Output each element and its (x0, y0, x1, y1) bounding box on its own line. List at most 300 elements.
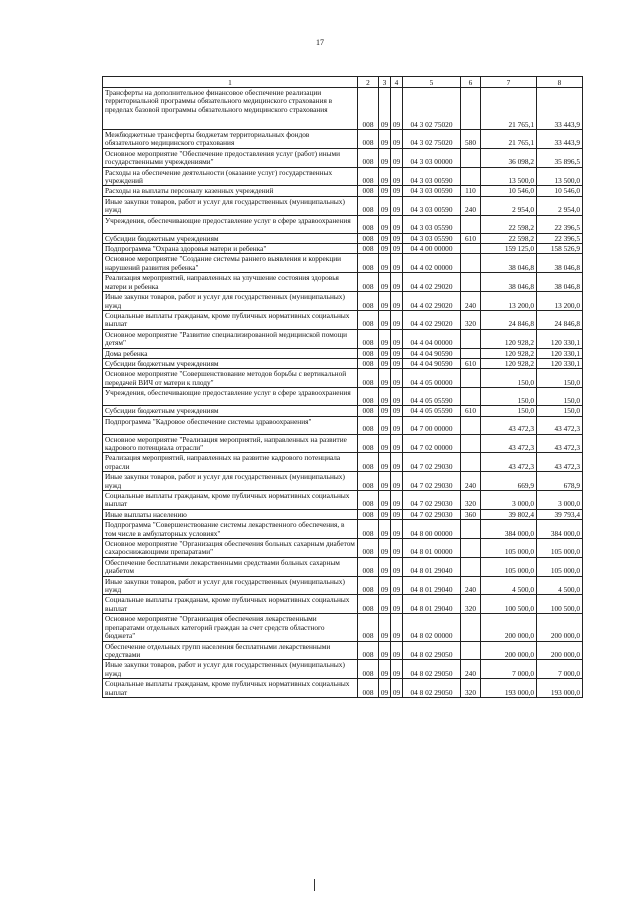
table-row (103, 576, 583, 595)
row-expense-type (461, 520, 481, 539)
row-target-code: 04 8 01 29040 (403, 595, 461, 614)
page-number: 17 (316, 38, 324, 47)
row-expense-type (461, 453, 481, 472)
row-name: Основное мероприятие "Реализация мероприятий, направленных на развитие кадрового потенциала отрасли" (103, 434, 358, 453)
row-name: Социальные выплаты гражданам, кроме публичных нормативных социальных выплат (103, 310, 358, 329)
row-target-code: 04 7 02 29030 (403, 509, 461, 519)
row-subsection: 09 (391, 453, 403, 472)
row-amount-year1: 3 000,0 (481, 491, 537, 510)
row-amount-year1: 159 125,0 (481, 244, 537, 254)
row-amount-year2: 38 046,8 (537, 273, 583, 292)
row-amount-year2: 3 000,0 (537, 491, 583, 510)
row-amount-year2: 7 000,0 (537, 660, 583, 679)
row-admin-code: 008 (358, 196, 379, 215)
row-target-code: 04 8 01 29040 (403, 576, 461, 595)
table-row (103, 273, 583, 292)
row-subsection: 09 (391, 576, 403, 595)
row-name: Расходы на выплаты персоналу казенных учреждений (103, 186, 358, 196)
table-row (103, 310, 583, 329)
row-section: 09 (379, 539, 391, 558)
row-amount-year2: 4 500,0 (537, 576, 583, 595)
row-section: 09 (379, 358, 391, 368)
row-amount-year1: 120 928,2 (481, 348, 537, 358)
row-expense-type: 320 (461, 310, 481, 329)
row-admin-code: 008 (358, 273, 379, 292)
row-subsection: 09 (391, 388, 403, 406)
row-amount-year1: 13 500,0 (481, 167, 537, 186)
table-row (103, 416, 583, 434)
row-admin-code: 008 (358, 641, 379, 660)
row-subsection: 09 (391, 215, 403, 233)
table-row (103, 186, 583, 196)
row-name: Обеспечение бесплатными лекарственными средствами больных сахарным диабетом (103, 557, 358, 576)
row-expense-type (461, 416, 481, 434)
row-target-code: 04 4 02 29020 (403, 273, 461, 292)
row-admin-code: 008 (358, 434, 379, 453)
row-section: 09 (379, 520, 391, 539)
row-amount-year1: 150,0 (481, 369, 537, 388)
row-section: 09 (379, 388, 391, 406)
row-amount-year1: 105 000,0 (481, 557, 537, 576)
row-target-code: 04 3 03 05590 (403, 233, 461, 243)
row-amount-year1: 200 000,0 (481, 641, 537, 660)
table-row (103, 358, 583, 368)
row-amount-year2: 24 846,8 (537, 310, 583, 329)
row-subsection: 09 (391, 557, 403, 576)
row-name: Реализация мероприятий, направленных на развитие кадрового потенциала отрасли (103, 453, 358, 472)
row-target-code: 04 8 02 29050 (403, 641, 461, 660)
row-name: Иные закупки товаров, работ и услуг для государственных (муниципальных) нужд (103, 472, 358, 491)
row-amount-year2: 43 472,3 (537, 453, 583, 472)
row-expense-type: 610 (461, 406, 481, 416)
row-admin-code: 008 (358, 660, 379, 679)
row-subsection: 09 (391, 88, 403, 130)
column-header-4: 4 (391, 77, 403, 88)
row-name: Подпрограмма "Охрана здоровья матери и ребенка" (103, 244, 358, 254)
row-admin-code: 008 (358, 595, 379, 614)
row-amount-year2: 43 472,3 (537, 416, 583, 434)
row-target-code: 04 4 04 90590 (403, 348, 461, 358)
row-target-code: 04 8 00 00000 (403, 520, 461, 539)
row-target-code: 04 4 04 90590 (403, 358, 461, 368)
column-header-2: 2 (358, 77, 379, 88)
row-expense-type (461, 348, 481, 358)
row-amount-year1: 13 200,0 (481, 292, 537, 311)
row-admin-code: 008 (358, 244, 379, 254)
row-expense-type (461, 273, 481, 292)
row-section: 09 (379, 233, 391, 243)
row-amount-year2: 150,0 (537, 406, 583, 416)
row-target-code: 04 7 02 29030 (403, 491, 461, 510)
row-section: 09 (379, 614, 391, 641)
row-amount-year1: 21 765,1 (481, 130, 537, 149)
row-expense-type: 240 (461, 196, 481, 215)
row-amount-year1: 43 472,3 (481, 416, 537, 434)
row-name: Социальные выплаты гражданам, кроме публичных нормативных социальных выплат (103, 595, 358, 614)
row-target-code: 04 7 02 29030 (403, 472, 461, 491)
row-subsection: 09 (391, 233, 403, 243)
row-amount-year2: 105 000,0 (537, 557, 583, 576)
table-row (103, 539, 583, 558)
row-amount-year2: 150,0 (537, 369, 583, 388)
row-subsection: 09 (391, 148, 403, 167)
row-amount-year1: 193 000,0 (481, 679, 537, 698)
row-subsection: 09 (391, 660, 403, 679)
row-amount-year2: 10 546,0 (537, 186, 583, 196)
row-admin-code: 008 (358, 520, 379, 539)
row-name: Субсидии бюджетным учреждениям (103, 406, 358, 416)
row-expense-type (461, 557, 481, 576)
row-admin-code: 008 (358, 329, 379, 348)
table-row (103, 509, 583, 519)
row-admin-code: 008 (358, 509, 379, 519)
row-expense-type: 240 (461, 660, 481, 679)
table-row (103, 348, 583, 358)
row-admin-code: 008 (358, 310, 379, 329)
row-expense-type: 610 (461, 358, 481, 368)
row-target-code: 04 4 02 29020 (403, 310, 461, 329)
row-subsection: 09 (391, 358, 403, 368)
row-amount-year1: 21 765,1 (481, 88, 537, 130)
table-row (103, 679, 583, 698)
row-section: 09 (379, 329, 391, 348)
row-amount-year2: 200 000,0 (537, 614, 583, 641)
table-row (103, 453, 583, 472)
row-target-code: 04 8 01 29040 (403, 557, 461, 576)
row-amount-year2: 2 954,0 (537, 196, 583, 215)
row-subsection: 09 (391, 196, 403, 215)
row-admin-code: 008 (358, 254, 379, 273)
table-row (103, 88, 583, 130)
table-row (103, 641, 583, 660)
row-amount-year1: 120 928,2 (481, 329, 537, 348)
row-amount-year1: 38 046,8 (481, 273, 537, 292)
row-section: 09 (379, 660, 391, 679)
row-section: 09 (379, 641, 391, 660)
table-row (103, 406, 583, 416)
row-target-code: 04 4 02 00000 (403, 254, 461, 273)
table-row (103, 292, 583, 311)
column-header-7: 7 (481, 77, 537, 88)
row-expense-type: 320 (461, 679, 481, 698)
row-amount-year1: 200 000,0 (481, 614, 537, 641)
row-admin-code: 008 (358, 369, 379, 388)
row-name: Субсидии бюджетным учреждениям (103, 233, 358, 243)
row-expense-type: 240 (461, 576, 481, 595)
row-subsection: 09 (391, 369, 403, 388)
row-name: Социальные выплаты гражданам, кроме публичных нормативных социальных выплат (103, 491, 358, 510)
row-name: Межбюджетные трансферты бюджетам территориальных фондов обязательного медицинского страхования (103, 130, 358, 149)
row-amount-year2: 35 896,5 (537, 148, 583, 167)
row-name: Иные закупки товаров, работ и услуг для государственных (муниципальных) нужд (103, 292, 358, 311)
row-name: Социальные выплаты гражданам, кроме публичных нормативных социальных выплат (103, 679, 358, 698)
row-section: 09 (379, 576, 391, 595)
row-target-code: 04 4 00 00000 (403, 244, 461, 254)
budget-table (102, 76, 583, 698)
row-subsection: 09 (391, 292, 403, 311)
row-target-code: 04 3 02 75020 (403, 88, 461, 130)
row-target-code: 04 3 03 00590 (403, 167, 461, 186)
table-row (103, 388, 583, 406)
row-subsection: 09 (391, 310, 403, 329)
row-section: 09 (379, 453, 391, 472)
row-target-code: 04 8 02 29050 (403, 679, 461, 698)
row-expense-type (461, 539, 481, 558)
row-amount-year1: 150,0 (481, 388, 537, 406)
row-target-code: 04 7 02 29030 (403, 453, 461, 472)
row-section: 09 (379, 244, 391, 254)
table-row (103, 614, 583, 641)
table-row (103, 329, 583, 348)
row-expense-type (461, 641, 481, 660)
row-section: 09 (379, 292, 391, 311)
table-row (103, 130, 583, 149)
row-subsection: 09 (391, 186, 403, 196)
row-amount-year2: 120 330,1 (537, 329, 583, 348)
row-expense-type (461, 614, 481, 641)
row-admin-code: 008 (358, 539, 379, 558)
row-section: 09 (379, 88, 391, 130)
row-name: Трансферты на дополнительное финансовое обеспечение реализации территориальной программы обязательного медицинского страхования в пределах базовой программы обязательного медицинского страхования (103, 88, 358, 130)
row-amount-year1: 39 802,4 (481, 509, 537, 519)
row-amount-year2: 120 330,1 (537, 348, 583, 358)
row-expense-type: 580 (461, 130, 481, 149)
row-expense-type (461, 329, 481, 348)
row-target-code: 04 7 00 00000 (403, 416, 461, 434)
row-section: 09 (379, 254, 391, 273)
column-header-3: 3 (379, 77, 391, 88)
row-section: 09 (379, 310, 391, 329)
row-name: Иные закупки товаров, работ и услуг для государственных (муниципальных) нужд (103, 660, 358, 679)
table-row (103, 557, 583, 576)
table-row (103, 215, 583, 233)
row-expense-type (461, 434, 481, 453)
row-target-code: 04 3 03 00000 (403, 148, 461, 167)
row-section: 09 (379, 434, 391, 453)
row-amount-year1: 105 000,0 (481, 539, 537, 558)
row-subsection: 09 (391, 406, 403, 416)
row-expense-type (461, 388, 481, 406)
row-admin-code: 008 (358, 88, 379, 130)
row-section: 09 (379, 491, 391, 510)
row-amount-year2: 33 443,9 (537, 88, 583, 130)
row-subsection: 09 (391, 273, 403, 292)
row-expense-type (461, 254, 481, 273)
row-amount-year2: 22 396,5 (537, 233, 583, 243)
row-subsection: 09 (391, 254, 403, 273)
row-admin-code: 008 (358, 186, 379, 196)
row-subsection: 09 (391, 130, 403, 149)
row-section: 09 (379, 148, 391, 167)
row-admin-code: 008 (358, 358, 379, 368)
row-subsection: 09 (391, 329, 403, 348)
header-row (103, 77, 583, 88)
row-admin-code: 008 (358, 292, 379, 311)
row-amount-year2: 13 200,0 (537, 292, 583, 311)
table-row (103, 148, 583, 167)
row-section: 09 (379, 472, 391, 491)
row-subsection: 09 (391, 167, 403, 186)
row-name: Иные закупки товаров, работ и услуг для государственных (муниципальных) нужд (103, 196, 358, 215)
row-amount-year1: 43 472,3 (481, 434, 537, 453)
row-name: Основное мероприятие "Обеспечение предоставления услуг (работ) иными государственными учреждениями" (103, 148, 358, 167)
table-row (103, 520, 583, 539)
row-subsection: 09 (391, 244, 403, 254)
row-section: 09 (379, 348, 391, 358)
table-row (103, 434, 583, 453)
row-name: Основное мероприятие "Развитие специализированной медицинской помощи детям" (103, 329, 358, 348)
row-section: 09 (379, 557, 391, 576)
row-expense-type: 240 (461, 292, 481, 311)
row-amount-year2: 105 000,0 (537, 539, 583, 558)
row-amount-year1: 22 598,2 (481, 233, 537, 243)
row-expense-type (461, 167, 481, 186)
row-amount-year1: 4 500,0 (481, 576, 537, 595)
row-expense-type: 320 (461, 595, 481, 614)
row-section: 09 (379, 215, 391, 233)
table-body (103, 88, 583, 698)
table-row (103, 244, 583, 254)
row-subsection: 09 (391, 348, 403, 358)
column-header-8: 8 (537, 77, 583, 88)
row-target-code: 04 4 02 29020 (403, 292, 461, 311)
row-section: 09 (379, 509, 391, 519)
row-admin-code: 008 (358, 557, 379, 576)
row-name: Реализация мероприятий, направленных на улучшение состояния здоровья матери и ребенка (103, 273, 358, 292)
row-amount-year1: 120 928,2 (481, 358, 537, 368)
row-target-code: 04 4 05 05590 (403, 388, 461, 406)
column-header-6: 6 (461, 77, 481, 88)
row-amount-year1: 24 846,8 (481, 310, 537, 329)
row-subsection: 09 (391, 509, 403, 519)
row-section: 09 (379, 369, 391, 388)
table-row (103, 595, 583, 614)
row-admin-code: 008 (358, 614, 379, 641)
row-name: Иные закупки товаров, работ и услуг для государственных (муниципальных) нужд (103, 576, 358, 595)
row-section: 09 (379, 679, 391, 698)
row-name: Иные выплаты населению (103, 509, 358, 519)
row-name: Дома ребенка (103, 348, 358, 358)
row-target-code: 04 3 03 05590 (403, 215, 461, 233)
row-amount-year2: 384 000,0 (537, 520, 583, 539)
row-expense-type (461, 148, 481, 167)
row-subsection: 09 (391, 434, 403, 453)
row-expense-type (461, 88, 481, 130)
row-target-code: 04 8 01 00000 (403, 539, 461, 558)
row-section: 09 (379, 406, 391, 416)
row-amount-year2: 193 000,0 (537, 679, 583, 698)
row-name: Основное мероприятие "Организация обеспечения больных сахарным диабетом сахароснижающими препаратами" (103, 539, 358, 558)
row-admin-code: 008 (358, 576, 379, 595)
row-subsection: 09 (391, 520, 403, 539)
row-subsection: 09 (391, 679, 403, 698)
row-section: 09 (379, 416, 391, 434)
row-expense-type: 320 (461, 491, 481, 510)
row-amount-year2: 33 443,9 (537, 130, 583, 149)
column-header-5: 5 (403, 77, 461, 88)
row-amount-year1: 43 472,3 (481, 453, 537, 472)
row-amount-year1: 10 546,0 (481, 186, 537, 196)
row-admin-code: 008 (358, 130, 379, 149)
row-target-code: 04 8 02 29050 (403, 660, 461, 679)
row-expense-type (461, 244, 481, 254)
row-admin-code: 008 (358, 233, 379, 243)
row-admin-code: 008 (358, 148, 379, 167)
row-name: Расходы на обеспечение деятельности (оказание услуг) государственных учреждений (103, 167, 358, 186)
row-subsection: 09 (391, 641, 403, 660)
row-target-code: 04 8 02 00000 (403, 614, 461, 641)
table-row (103, 369, 583, 388)
row-subsection: 09 (391, 491, 403, 510)
row-amount-year2: 22 396,5 (537, 215, 583, 233)
row-admin-code: 008 (358, 348, 379, 358)
table-row (103, 254, 583, 273)
row-section: 09 (379, 130, 391, 149)
table-row (103, 472, 583, 491)
row-target-code: 04 3 02 75020 (403, 130, 461, 149)
row-amount-year1: 100 500,0 (481, 595, 537, 614)
row-name: Подпрограмма "Кадровое обеспечение системы здравоохранения" (103, 416, 358, 434)
row-name: Основное мероприятие "Создание системы раннего выявления и коррекции нарушений развития ребенка" (103, 254, 358, 273)
row-name: Подпрограмма "Совершенствование системы лекарственного обеспечения, в том числе в амбулаторных условиях" (103, 520, 358, 539)
row-section: 09 (379, 273, 391, 292)
row-admin-code: 008 (358, 453, 379, 472)
row-section: 09 (379, 196, 391, 215)
row-name: Субсидии бюджетным учреждениям (103, 358, 358, 368)
row-amount-year2: 43 472,3 (537, 434, 583, 453)
row-expense-type (461, 215, 481, 233)
row-expense-type (461, 369, 481, 388)
row-admin-code: 008 (358, 388, 379, 406)
row-admin-code: 008 (358, 215, 379, 233)
row-expense-type: 610 (461, 233, 481, 243)
row-admin-code: 008 (358, 472, 379, 491)
row-target-code: 04 3 03 00590 (403, 186, 461, 196)
table-row (103, 491, 583, 510)
row-target-code: 04 4 05 05590 (403, 406, 461, 416)
row-amount-year2: 100 500,0 (537, 595, 583, 614)
row-expense-type: 110 (461, 186, 481, 196)
row-admin-code: 008 (358, 406, 379, 416)
row-amount-year2: 158 526,9 (537, 244, 583, 254)
row-amount-year2: 150,0 (537, 388, 583, 406)
row-amount-year2: 120 330,1 (537, 358, 583, 368)
row-admin-code: 008 (358, 491, 379, 510)
row-section: 09 (379, 186, 391, 196)
row-amount-year2: 38 046,8 (537, 254, 583, 273)
row-subsection: 09 (391, 595, 403, 614)
row-name: Основное мероприятие "Организация обеспечения лекарственными препаратами отдельных категорий граждан за счет средств областного бюджета" (103, 614, 358, 641)
row-admin-code: 008 (358, 679, 379, 698)
table-row (103, 660, 583, 679)
row-name: Учреждения, обеспечивающие предоставление услуг в сфере здравоохранения (103, 215, 358, 233)
row-amount-year1: 38 046,8 (481, 254, 537, 273)
row-name: Основное мероприятие "Совершенствование методов борьбы с вертикальной передачей ВИЧ от матери к плоду" (103, 369, 358, 388)
row-subsection: 09 (391, 472, 403, 491)
row-amount-year1: 2 954,0 (481, 196, 537, 215)
row-amount-year2: 678,9 (537, 472, 583, 491)
row-expense-type: 360 (461, 509, 481, 519)
bottom-mark (314, 879, 315, 891)
row-name: Обеспечение отдельных групп населения бесплатными лекарственными средствами (103, 641, 358, 660)
row-target-code: 04 4 05 00000 (403, 369, 461, 388)
table-row (103, 167, 583, 186)
row-target-code: 04 4 04 00000 (403, 329, 461, 348)
row-admin-code: 008 (358, 167, 379, 186)
row-amount-year1: 384 000,0 (481, 520, 537, 539)
row-target-code: 04 7 02 00000 (403, 434, 461, 453)
row-subsection: 09 (391, 614, 403, 641)
